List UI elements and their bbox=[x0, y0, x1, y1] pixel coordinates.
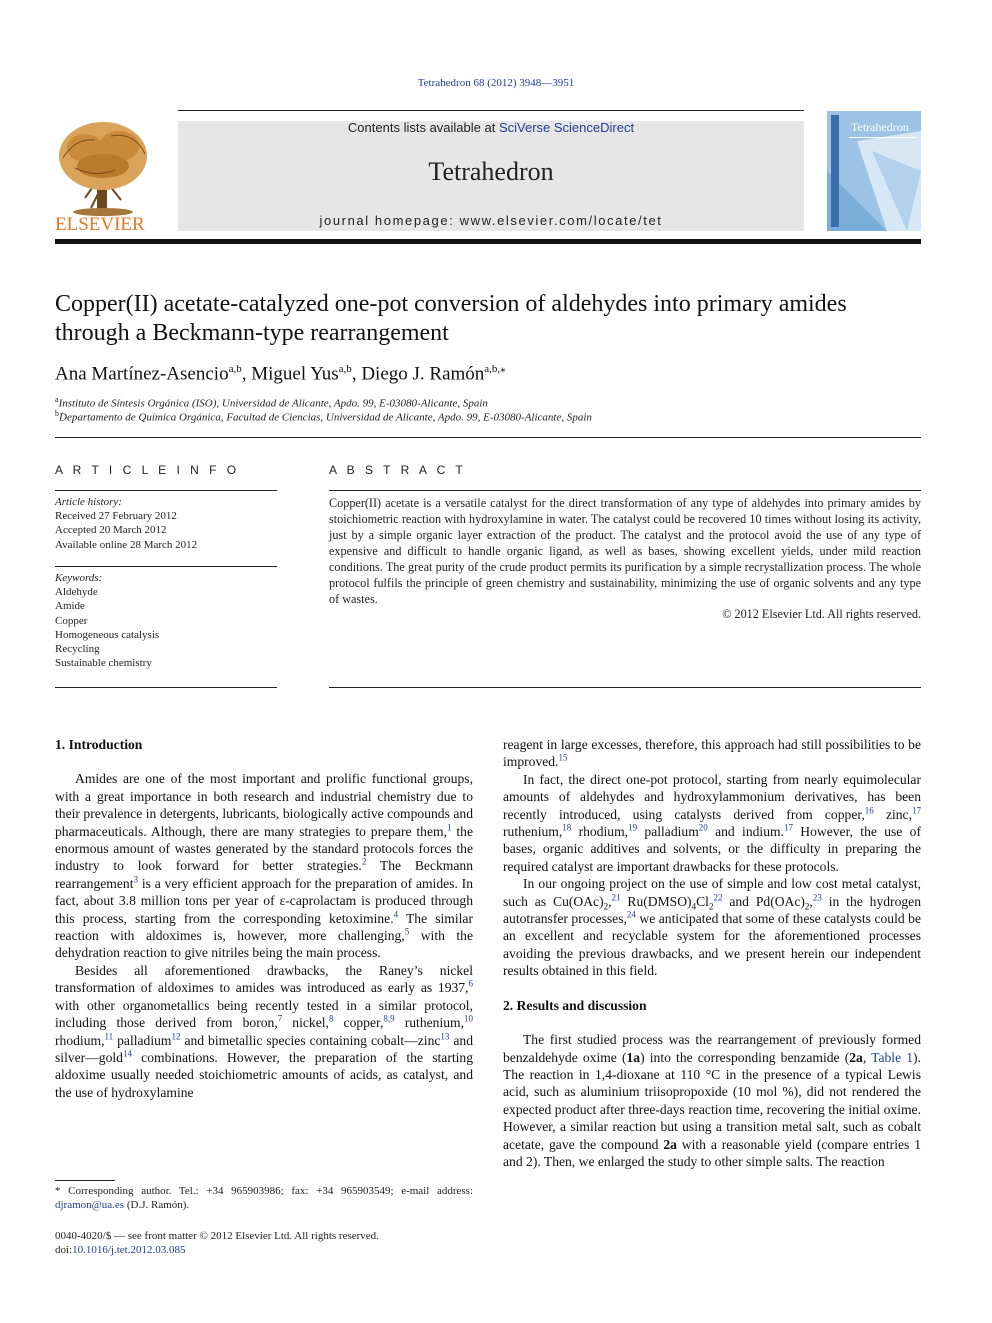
tree-logo-icon bbox=[55, 118, 155, 234]
abstract-text: Copper(II) acetate is a versatile catalyst for the direct transformation of any type of aldehydes into primary amides by stoichiometric reaction with hydroxylamine in water. The catalyst could be recovered 10 times without losing its activity, just by a simple organic layer extraction of the product. The catalyst and the protocol avoid the use of any type of expensive and difficult to handle organic ligand, as well as bases, showing excellent yields, under mild reaction conditions. The great purity of the crude product permits its purification by a simple recrystallization process. The whole protocol fulfils the principle of green chemistry and sustainability, minimizing the use of organic solvents and any type of wastes. bbox=[329, 496, 921, 606]
keyword: Recycling bbox=[55, 643, 100, 656]
body-paragraph: Amides are one of the most important and prolific functional groups, with a great importance in both research and industrial chemistry due to their prevalence in detergents, lubricants, biologically active compounds and pharmaceuticals. Although, there are many strategies to prepare them,$^1$ the enormous amount of wastes generated by the standard protocols forces the industry to look forward for better strategies.$^2$ The Beckmann rearrangement$^3$ is a very efficient approach for the preparation of amides. In fact, about 3.8 million tons per year of ε-caprolactam is produced through this process, starting from the corresponding ketoximine.$^4$ The similar reaction with aldoximes is, however, more challenging,$^5$ with the dehydration reaction to give nitriles being the main process. bbox=[55, 771, 474, 961]
section-rule bbox=[55, 437, 921, 438]
history-entry: Accepted 20 March 2012 bbox=[55, 524, 167, 537]
body-paragraph: In our ongoing project on the use of simple and low cost metal catalyst, such as $Cu(OAc)_2,^{21}$ $Ru(DMSO)_4Cl_2^{22}$ and $Pd(OAc)_2,^{23}$ in the hydrogen autotransfer processes,$^{24}$ we anticipated that some of these catalysts could be an excellent and recyclable system for the aforementioned processes avoiding the previous drawbacks, and we present herein our independent results obtained in this field. bbox=[503, 876, 921, 979]
journal-banner bbox=[178, 121, 804, 231]
header-thick-rule bbox=[55, 239, 921, 244]
author-affil-mark[interactable]: a,b bbox=[338, 363, 352, 375]
affiliation-mark: a bbox=[55, 395, 59, 404]
footnote-rule bbox=[55, 1180, 115, 1181]
section-heading: 2. Results and discussion bbox=[503, 997, 647, 1013]
homepage-prefix: journal homepage: bbox=[319, 213, 460, 228]
abstract-rule bbox=[329, 687, 921, 688]
keyword: Homogeneous catalysis bbox=[55, 628, 160, 641]
history-label: Article history: bbox=[55, 496, 122, 508]
doi-prefix: doi: bbox=[55, 1244, 73, 1256]
affiliation-mark: b bbox=[55, 409, 59, 418]
info-rule bbox=[55, 490, 277, 491]
author-affil-mark[interactable]: a,b bbox=[228, 363, 242, 375]
journal-cover-image[interactable] bbox=[827, 111, 921, 231]
author-name[interactable]: Ana Martínez-Asencio bbox=[55, 363, 229, 385]
body-paragraph: reagent in large excesses, therefore, this approach had still possibilities to be improved.$^{15}$ bbox=[503, 737, 921, 770]
info-rule bbox=[55, 687, 277, 688]
homepage-line bbox=[178, 213, 804, 228]
body-paragraph: Besides all aforementioned drawbacks, the Raney’s nickel transformation of aldoximes to amides was introduced as early as 1937,$^6$ with other organometallics being recently tested in a similar protocol, including those derived from boron,$^7$ nickel,$^8$ copper,$^{8,9}$ ruthenium,$^{10}$ rhodium,$^{11}$ palladium$^{12}$ and bimetallic species containing cobalt—zinc$^{13}$ and silver—gold$^{14}$ combinations. However, the preparation of the starting aldoxime usually needed stoichiometric amounts of acids, as catalyst, and the use of hydroxylamine bbox=[55, 962, 474, 1100]
keyword: Amide bbox=[55, 600, 85, 613]
sciencedirect-link[interactable]: SciVerse ScienceDirect bbox=[498, 120, 635, 135]
info-rule bbox=[55, 566, 277, 567]
footnote-suffix: (D.J. Ramón). bbox=[124, 1199, 190, 1211]
abstract-rule bbox=[329, 490, 921, 491]
author-name[interactable]: Miguel Yus bbox=[251, 363, 339, 385]
body-column-right bbox=[503, 736, 921, 1170]
keyword: Sustainable chemistry bbox=[55, 657, 152, 670]
author-email-link[interactable]: djramon@ua.es bbox=[55, 1199, 125, 1211]
section-heading: 1. Introduction bbox=[55, 737, 143, 752]
body-paragraph: The first studied process was the rearrangement of previously formed benzaldehyde oxime (1a) into the corresponding benzamide (2a, Table 1). The reaction in 1,4-dioxane at 110 °C in the presence of a typical Lewis acid, such as aluminium triisopropoxide (10 mol %), did not rendered the expected product after three-days reaction time, recovering the initial oxime. However, a similar reaction but using a transition metal salt, such as cobalt acetate, gave the compound 2a with a reasonable yield (compare entries 1 and 2). Then, we enlarged the study to other simple salts. The reaction bbox=[503, 1032, 921, 1169]
journal-name[interactable]: Tetrahedron bbox=[428, 157, 554, 186]
keyword: Copper bbox=[55, 614, 88, 627]
history-entry: Received 27 February 2012 bbox=[55, 510, 177, 523]
issn-doi-block bbox=[55, 1229, 473, 1257]
abstract-heading: A B S T R A C T bbox=[329, 463, 467, 477]
doi-link[interactable]: 10.1016/j.tet.2012.03.085 bbox=[72, 1244, 186, 1256]
article-info-heading: A R T I C L E I N F O bbox=[55, 463, 240, 477]
keywords bbox=[55, 571, 277, 670]
body-paragraph: In fact, the direct one-pot protocol, starting from nearly equimolecular amounts of aldehydes and hydroxylammonium derivatives, has been recently introduced, using catalysts derived from copper,$^{16}$ zinc,$^{17}$ ruthenium,$^{18}$ rhodium,$^{19}$ palladium$^{20}$ and indium.$^{17}$ However, the use of bases, organic additives and solvents, or the difficulty in preparing the required catalyst are important drawbacks for these protocols. bbox=[503, 771, 921, 874]
affiliation-text: Departamento de Química Orgánica, Facultad de Ciencias, Universidad de Alicante, Apdo. 99, E-03080-Alicante, Spain bbox=[59, 411, 592, 424]
contents-line bbox=[178, 121, 804, 135]
author-affil-mark[interactable]: a,b,⁎ bbox=[484, 363, 506, 375]
author-name[interactable]: Diego J. Ramón bbox=[361, 363, 485, 385]
affiliation-text: Instituto de Síntesis Orgánica (ISO), Universidad de Alicante, Apdo. 99, E-03080-Alicante, Spain bbox=[58, 397, 488, 410]
contents-prefix: Contents lists available at bbox=[347, 120, 499, 135]
cover-title: Tetrahedron bbox=[851, 120, 909, 134]
affiliation bbox=[55, 395, 921, 410]
abstract-copyright: © 2012 Elsevier Ltd. All rights reserved. bbox=[722, 607, 921, 621]
elsevier-wordmark: ELSEVIER bbox=[55, 214, 145, 234]
body-column-left bbox=[55, 736, 473, 1101]
elsevier-logo[interactable] bbox=[55, 118, 155, 234]
history-entry: Available online 28 March 2012 bbox=[55, 538, 198, 551]
author-list: Ana Martínez-Asencio$^{a,b}$, Miguel Yus$^{a,b}$, Diego J. Ramón$^{a,b,⁎}$ bbox=[55, 363, 506, 385]
corresponding-author-footnote bbox=[55, 1184, 473, 1212]
article-title: Copper(II) acetate-catalyzed one-pot conversion of aldehydes into primary amides through a Beckmann-type rearrangement bbox=[55, 291, 847, 346]
article-history bbox=[55, 495, 277, 552]
journal-citation[interactable]: Tetrahedron 68 (2012) 3948—3951 bbox=[417, 77, 575, 89]
affiliation bbox=[55, 409, 921, 424]
issn-line: 0040-4020/$ — see front matter © 2012 Elsevier Ltd. All rights reserved. bbox=[55, 1230, 379, 1242]
keyword: Aldehyde bbox=[55, 586, 98, 599]
keywords-label: Keywords: bbox=[55, 572, 103, 584]
homepage-link[interactable]: www.elsevier.com/locate/tet bbox=[459, 213, 663, 228]
header-rule bbox=[178, 110, 804, 111]
footnote-text: * Corresponding author. Tel.: +34 965903986; fax: +34 965903549; e-mail address: bbox=[55, 1185, 473, 1197]
